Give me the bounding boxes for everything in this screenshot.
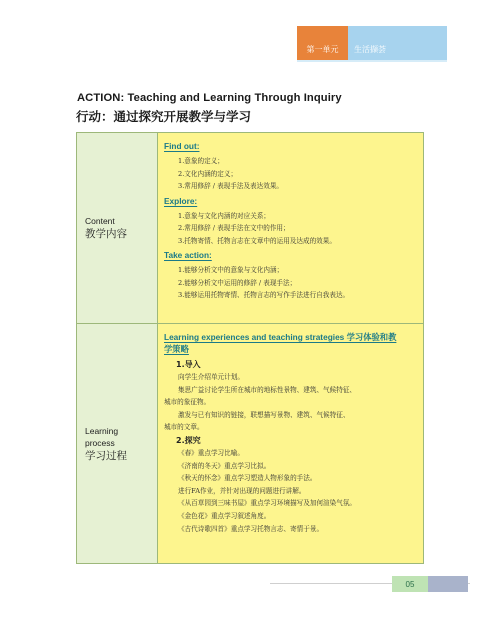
- page-number: 05: [392, 576, 428, 592]
- process-label-en-1: Learning: [85, 425, 119, 436]
- take-action-heading: Take action:: [164, 250, 212, 260]
- step-2-line: 《春》重点学习比喻。: [178, 448, 244, 457]
- step-1-line: 激发与已有知识的链接，联想描写景物、建筑、气候特征、: [178, 410, 350, 419]
- list-item: 3.能够运用托物寄情、托物言志的写作手法进行自我表达。: [178, 291, 350, 299]
- explore-list: [164, 210, 415, 248]
- step-2-line: 《秋天的怀念》重点学习塑造人物形象的手法。: [178, 474, 317, 483]
- step-1-line: 向学生介绍单元计划。: [178, 373, 244, 381]
- process-body-cell: [158, 324, 423, 563]
- step-2-line: 《古代诗歌四首》重点学习托物言志、寄情于景。: [178, 524, 324, 533]
- step-1-line: 集思广益讨论学生所在城市的地标性景物、建筑、气候特征、: [178, 385, 357, 394]
- step-2-line: 《济南的冬天》重点学习比拟。: [178, 461, 271, 470]
- list-item: 3.托物寄情、托物言志在文章中的运用及达成的效果。: [178, 236, 336, 245]
- list-item: 2.文化内涵的定义；: [178, 169, 238, 178]
- process-label-cell: [77, 324, 158, 563]
- step-2-title: 2.探究: [176, 435, 201, 445]
- find-out-list: [164, 155, 415, 193]
- unit-name: 生活撷荟: [348, 26, 447, 60]
- process-label-zh: 学习过程: [85, 449, 127, 462]
- strategies-heading-line2: 学策略: [164, 344, 189, 354]
- content-label-cell: [77, 133, 158, 323]
- page-title-chinese: 行动：通过探究开展教学与学习: [76, 109, 252, 124]
- step-2-line: 《金色花》重点学习叙述角度。: [178, 511, 271, 520]
- step-2-line: 进行FA作业，并针对出现的问题进行讲解。: [178, 486, 306, 495]
- unit-stripe: [297, 60, 447, 62]
- list-item: 1.意象与文化内涵的对应关系；: [178, 211, 271, 220]
- step-1-line: 城市的象征物。: [164, 398, 211, 407]
- list-item: 3.常用修辞 / 表现手法及表达效果。: [178, 182, 284, 190]
- step-1-line: 城市的文章。: [164, 423, 204, 432]
- content-label-zh: 教学内容: [85, 228, 127, 240]
- take-action-list: [164, 264, 415, 302]
- explore-heading: Explore:: [164, 195, 198, 206]
- find-out-heading: Find out:: [164, 141, 200, 151]
- content-label-en: Content: [85, 216, 115, 226]
- step-2-line: 《从百草园到三味书屋》重点学习环境描写及加何渲染气氛。: [178, 499, 357, 508]
- inquiry-table: [76, 132, 424, 564]
- table-row-process: [77, 324, 423, 563]
- page-title-english: ACTION: Teaching and Learning Through Inquiry: [77, 92, 342, 104]
- process-label-en-2: process: [85, 437, 115, 448]
- table-row-content: [77, 133, 423, 324]
- list-item: 2.能够分析文中运用的修辞 / 表现手法；: [178, 278, 297, 287]
- list-item: 2.常用修辞 / 表现手法在文中的作用；: [178, 224, 290, 232]
- list-item: 1.能够分析文中的意象与文化内涵；: [178, 266, 284, 274]
- step-1-title: 1.导入: [176, 360, 201, 369]
- page-number-band: [428, 576, 468, 592]
- content-body-cell: [158, 133, 423, 323]
- unit-number: 第一单元: [297, 26, 348, 60]
- strategies-heading-line1: Learning experiences and teaching strategies 学习体验和教: [164, 332, 397, 342]
- unit-header-tab: [297, 26, 447, 60]
- list-item: 1.意象的定义；: [178, 157, 224, 165]
